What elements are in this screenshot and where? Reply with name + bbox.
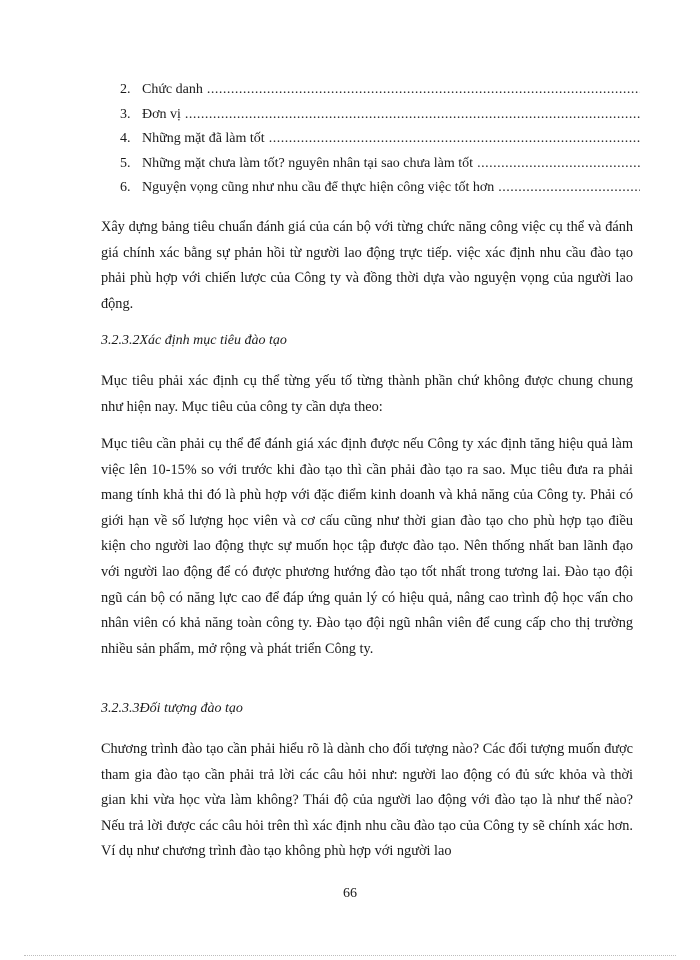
list-item xyxy=(120,176,640,201)
dot-leader xyxy=(269,127,640,151)
list-item xyxy=(120,127,640,152)
list-item-number: 5. xyxy=(120,155,131,171)
list-item-number: 2. xyxy=(120,82,131,97)
list-item xyxy=(120,152,640,177)
list-item-label: Những mặt đã làm tốt xyxy=(142,131,265,146)
list-item-number: 6. xyxy=(120,180,131,195)
section-heading-training-objectives: 3.2.3.2Xác định mục tiêu đào tạo xyxy=(101,333,287,348)
list-item-number: 3. xyxy=(120,106,131,122)
section-heading-training-targets: 3.2.3.3Đối tượng đào tạo xyxy=(101,701,243,716)
list-item-label: Những mặt chưa làm tốt? nguyên nhân tại sao chưa làm tốt xyxy=(142,155,474,171)
dot-leader xyxy=(477,152,640,176)
list-item-label: Chức danh xyxy=(142,82,203,97)
paragraph-evaluation-standards: Xây dựng bảng tiêu chuẩn đánh giá của cán bộ với từng chức năng công việc cụ thể và đánh giá chính xác bằng sự phản hồi từ người lao động trực tiếp. việc xác định nhu cầu đào tạo phải phù hợp với chiến lược của Công ty và đồng thời dựa vào nguyện vọng của người lao động. xyxy=(101,219,633,312)
list-item-number: 4. xyxy=(120,131,131,146)
dot-leader xyxy=(185,103,640,127)
page-number: 66 xyxy=(343,886,357,901)
dot-leader xyxy=(498,176,640,200)
paragraph-training-targets: Chương trình đào tạo cần phải hiểu rõ là dành cho đối tượng nào? Các đối tượng muốn được tham gia đào tạo cần phải trả lời các câu hỏi như: người lao động có đủ sức khỏa và thời gian khi vừa học vừa làm không? Thái độ của người lao động với đào tạo là như thế nào? Nếu trả lời được các câu hỏi trên thì xác định nhu cầu đào tạo của Công ty sẽ chính xác hơn. Ví dụ như chương trình đào tạo không phù hợp với người lao xyxy=(101,741,633,860)
page-bottom-border xyxy=(24,955,676,956)
paragraph-objective-details: Mục tiêu cần phải cụ thể để đánh giá xác định được nếu Công ty xác định tăng hiệu quả làm việc lên 10-15% so với trước khi đào tạo thì cần phải đào tạo ra sao. Mục tiêu đưa ra phải mang tính khả thi đó là phù hợp với đặc điểm kinh doanh và khả năng của Công ty. Phải có giới hạn về số lượng học viên và cơ cấu cũng như thời gian đào tạo cho phù hợp tạo điều kiện cho người lao động thực sự muốn học tập được đào tạo. Nên thống nhất ban lãnh đạo với người lao động để có được phương hướng đào tạo tốt nhất trong tương lai. Đào tạo đội ngũ cán bộ có năng lực cao để đáp ứng quản lý có hiệu quả, nâng cao trình độ học vấn cho nhân viên có khả năng toàn công ty. Đào tạo đội ngũ nhân viên để cung cấp cho thị trường nhiều sản phẩm, mở rộng và phát triển Công ty. xyxy=(101,436,633,657)
dot-leader xyxy=(207,78,640,102)
paragraph-objective-intro: Mục tiêu phải xác định cụ thể từng yếu tố từng thành phần chứ không được chung chung như hiện nay. Mục tiêu của công ty cần dựa theo: xyxy=(101,373,633,415)
list-item xyxy=(120,103,640,128)
list-item xyxy=(120,78,640,103)
list-item-label: Đơn vị xyxy=(142,106,181,122)
list-item-label: Nguyện vọng cũng như nhu cầu để thực hiện công việc tốt hơn xyxy=(142,180,495,195)
survey-item-list xyxy=(120,78,640,201)
